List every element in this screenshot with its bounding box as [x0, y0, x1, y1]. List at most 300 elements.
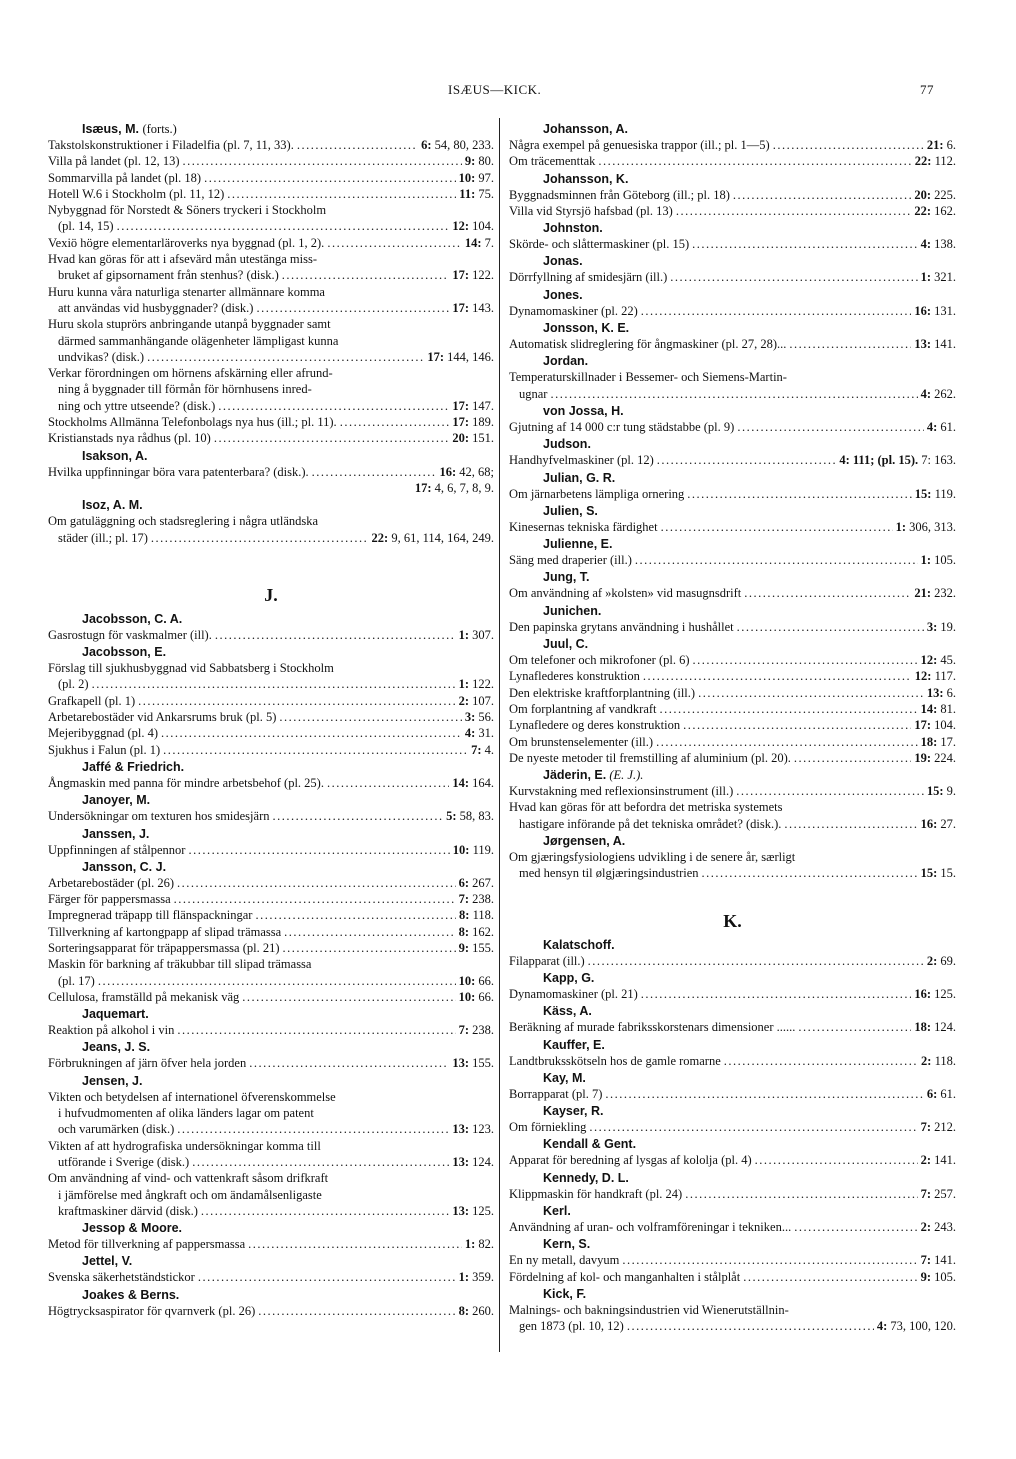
- index-row: [509, 734, 956, 750]
- index-row: [509, 750, 956, 766]
- dot-leader: [272, 808, 443, 824]
- index-row: [509, 585, 956, 601]
- index-row: [509, 717, 956, 733]
- volume-pages: 1: 105.: [920, 553, 956, 568]
- volume-pages: 20: 225.: [914, 187, 956, 202]
- entry-title: Mejeribyggnad (pl. 4): [48, 726, 159, 741]
- dot-leader: [161, 725, 462, 741]
- index-row: [48, 627, 494, 643]
- dot-leader: [242, 989, 455, 1005]
- column-divider: [499, 118, 500, 1352]
- page-number: 77: [920, 82, 934, 97]
- index-row: [48, 725, 494, 741]
- index-row: [509, 1119, 956, 1135]
- volume-pages: 15: 9.: [926, 784, 956, 799]
- index-row: [48, 1303, 494, 1319]
- index-row: [509, 1086, 956, 1102]
- volume-pages: 9: 80.: [464, 154, 494, 169]
- volume-pages: 1: 321.: [920, 270, 956, 285]
- entry-title: Skörde- och slåttermaskiner (pl. 15): [509, 237, 690, 252]
- author-heading: Jessop & Moore.: [82, 1221, 183, 1236]
- index-row: [509, 303, 956, 319]
- dot-leader: [683, 717, 911, 733]
- dot-leader: [641, 986, 912, 1002]
- index-row: [509, 685, 956, 701]
- index-row: [48, 1269, 494, 1285]
- index-row: Hvad kan göras för att i afsevärd mån utestänga miss-: [48, 252, 318, 267]
- dot-leader: [693, 652, 918, 668]
- index-row: [48, 218, 494, 234]
- volume-pages: 13: 123.: [452, 1122, 494, 1137]
- letter-section-heading-k: K.: [723, 910, 742, 931]
- running-header: [0, 82, 1016, 98]
- index-row: Hvad kan göras för att befordra det metriska systemets: [509, 800, 783, 815]
- entry-title: Sjukhus i Falun (pl. 1): [48, 742, 161, 757]
- entry-title: Om järnarbetens lämpliga ornering: [509, 486, 685, 501]
- author-heading: Junichen.: [543, 603, 602, 618]
- entry-title: Stockholms Allmänna Telefonbolags nya hus (ill.; pl. 11).: [48, 415, 337, 430]
- dot-leader: [282, 267, 450, 283]
- index-row: [48, 693, 494, 709]
- index-row: [48, 924, 494, 940]
- index-row: Vikten och betydelsen af internationel öfverenskommelse: [48, 1089, 336, 1104]
- dot-leader: [789, 336, 911, 352]
- dot-leader: [283, 940, 456, 956]
- index-row: [48, 973, 494, 989]
- entry-title: Kinesernas tekniska färdighet: [509, 519, 658, 534]
- dot-leader: [117, 218, 450, 234]
- author-heading: Jäderin, E. (E. J.).: [543, 768, 644, 783]
- volume-pages: 7: 212.: [920, 1120, 956, 1135]
- entry-title: Sommarvilla på landet (pl. 18): [48, 170, 202, 185]
- index-row: [48, 1055, 494, 1071]
- entry-title: Villa vid Styrsjö hafsbad (pl. 13): [509, 203, 673, 218]
- index-row: Huru skola stuprörs anbringande utanpå byggnader samt: [48, 317, 331, 332]
- entry-title: Undersökningar om texturen hos smidesjärn: [48, 809, 270, 824]
- dot-leader: [550, 386, 917, 402]
- author-heading: Julian, G. R.: [543, 470, 616, 485]
- volume-pages: 13: 125.: [452, 1203, 494, 1218]
- volume-pages: 1: 82.: [464, 1237, 494, 1252]
- index-row: [509, 203, 956, 219]
- dot-leader: [588, 953, 924, 969]
- dot-leader: [163, 742, 468, 758]
- volume-pages: 7: 257.: [920, 1186, 956, 1201]
- volume-pages: 17: 147.: [452, 398, 494, 413]
- entry-title: Klippmaskin för handkraft (pl. 24): [509, 1186, 683, 1201]
- volume-pages: 11: 75.: [459, 186, 494, 201]
- dot-leader: [657, 452, 837, 468]
- volume-pages: 21: 232.: [914, 586, 956, 601]
- index-row: [48, 235, 494, 251]
- entry-title: Den elektriske kraftforplantning (ill.): [509, 685, 696, 700]
- author-heading: Jonsson, K. E.: [543, 321, 630, 336]
- entry-title: (pl. 17): [58, 973, 95, 988]
- dot-leader: [685, 1186, 917, 1202]
- dot-leader: [192, 1154, 449, 1170]
- dot-leader: [227, 186, 456, 202]
- author-heading: Jaquemart.: [82, 1007, 149, 1022]
- entry-title: Om telefoner och mikrofoner (pl. 6): [509, 653, 690, 668]
- dot-leader: [687, 486, 911, 502]
- volume-pages: 2: 141.: [920, 1153, 956, 1168]
- dot-leader: [702, 865, 918, 881]
- entry-title: bruket af gipsornament från stenhus? (disk.): [58, 268, 279, 283]
- dot-leader: [174, 891, 456, 907]
- entry-title: hastigare införande på det tekniska området? (disk.).: [519, 816, 782, 831]
- volume-pages: 14: 164.: [452, 775, 494, 790]
- entry-title: Om användning af »kolsten» vid masugnsdrift: [509, 586, 742, 601]
- dot-leader: [643, 668, 912, 684]
- dot-leader: [635, 552, 918, 568]
- author-heading: Jettel, V.: [82, 1254, 133, 1269]
- entry-list: [48, 611, 494, 1319]
- volume-pages: 17: 143.: [452, 300, 494, 315]
- entry-title: Apparat för beredning af lysgas af kololja (pl. 4): [509, 1153, 752, 1168]
- entry-title: Handhyfvelmaskiner (pl. 12): [509, 453, 654, 468]
- dot-leader: [201, 1203, 449, 1219]
- entry-title: En ny metall, davyum: [509, 1253, 620, 1268]
- author-heading: Kerl.: [543, 1203, 571, 1218]
- author-heading: Jansson, C. J.: [82, 859, 167, 874]
- index-row: Förslag till sjukhusbyggnad vid Sabbatsberg i Stockholm: [48, 661, 334, 676]
- index-row: [48, 742, 494, 758]
- volume-pages: 15: 119.: [914, 486, 956, 501]
- entry-title: ugnar: [519, 386, 548, 401]
- index-row: [509, 236, 956, 252]
- dot-leader: [215, 627, 456, 643]
- volume-pages: 4: 111; (pl. 15). 7: 163.: [839, 453, 956, 468]
- volume-pages: 1: 306, 313.: [895, 519, 956, 534]
- dot-leader: [755, 1152, 918, 1168]
- index-row: Temperaturskillnader i Bessemer- och Siemens-Martin-: [509, 370, 787, 385]
- letter-section-heading-j: J.: [264, 584, 278, 605]
- volume-pages: 12: 117.: [914, 669, 956, 684]
- index-row: i jämförelse med ångkraft och om ändamålsenligaste: [58, 1187, 322, 1202]
- dot-leader: [198, 1269, 456, 1285]
- volume-pages: 22: 162.: [914, 203, 956, 218]
- volume-pages: 8: 162.: [458, 924, 494, 939]
- volume-pages: 4: 262.: [920, 386, 956, 401]
- volume-pages: 8: 118.: [459, 908, 494, 923]
- dot-leader: [737, 619, 924, 635]
- volume-pages: 9: 155.: [458, 940, 494, 955]
- volume-pages: 10: 97.: [458, 170, 494, 185]
- volume-pages: 3: 19.: [926, 619, 956, 634]
- volume-pages: 7: 238.: [458, 892, 494, 907]
- index-row: [48, 1154, 494, 1170]
- author-heading: Kayser, R.: [543, 1104, 604, 1119]
- entry-title: utförande i Sverige (disk.): [58, 1154, 190, 1169]
- dot-leader: [183, 153, 462, 169]
- dot-leader: [248, 1236, 462, 1252]
- entry-title: med hensyn til ølgjæringsindustrien: [519, 866, 699, 881]
- dot-leader: [598, 153, 911, 169]
- index-row: Vikten af att hydrografiska undersökningar komma till: [48, 1138, 321, 1153]
- index-row: [509, 187, 956, 203]
- volume-pages: 12: 104.: [452, 219, 494, 234]
- dot-leader: [737, 419, 924, 435]
- author-heading: Judson.: [543, 437, 591, 452]
- dot-leader: [204, 170, 455, 186]
- volume-pages: 2: 243.: [920, 1219, 956, 1234]
- index-row: [509, 953, 956, 969]
- volume-pages: 10: 119.: [452, 842, 494, 857]
- entry-title: (pl. 2): [58, 677, 89, 692]
- author-heading: Kern, S.: [543, 1237, 591, 1252]
- index-row: [48, 1022, 494, 1038]
- author-heading: Jacobsson, C. A.: [82, 611, 183, 626]
- dot-leader: [258, 1303, 455, 1319]
- dot-leader: [147, 349, 424, 365]
- entry-title: Om förniekling: [509, 1120, 587, 1135]
- volume-pages: 9: 105.: [920, 1269, 956, 1284]
- index-row: [509, 1252, 956, 1268]
- index-row: [48, 989, 494, 1005]
- entry-title: Arbetarebostäder vid Ankarsrums bruk (pl. 5): [48, 710, 277, 725]
- author-heading: Jones.: [543, 287, 583, 302]
- entry-title: Färger för pappersmassa: [48, 892, 171, 907]
- author-heading: Kauffer, E.: [543, 1037, 605, 1052]
- entry-title: Dörrfyllning af smidesjärn (ill.): [509, 270, 668, 285]
- dot-leader: [188, 842, 449, 858]
- entry-title: De nyeste metoder til fremstilling af aluminium (pl. 20).: [509, 750, 791, 765]
- dot-leader: [698, 685, 924, 701]
- entry-title: Cellulosa, framställd på mekanisk väg: [48, 989, 240, 1004]
- entry-list: [48, 137, 494, 447]
- volume-pages: 1: 359.: [458, 1270, 494, 1285]
- dot-leader: [622, 1252, 917, 1268]
- volume-pages: 7: 238.: [458, 1023, 494, 1038]
- volume-pages: 12: 45.: [920, 653, 956, 668]
- volume-pages: 17: 144, 146.: [427, 349, 494, 364]
- entry-title: Fördelning af kol- och manganhalten i stålplåt: [509, 1269, 741, 1284]
- dot-leader: [736, 783, 924, 799]
- entry-title: Reaktion på alkohol i vin: [48, 1023, 175, 1038]
- index-row: Om gatuläggning och stadsreglering i några utländska: [48, 514, 319, 529]
- author-heading: Isoz, A. M.: [82, 498, 143, 513]
- index-row: [509, 668, 956, 684]
- author-heading: Kick, F.: [543, 1286, 587, 1301]
- dot-leader: [284, 924, 455, 940]
- author-heading: Jaffé & Friedrich.: [82, 759, 185, 774]
- index-row: [48, 875, 494, 891]
- volume-pages: 17: 122.: [452, 268, 494, 283]
- volume-pages: 13: 155.: [452, 1056, 494, 1071]
- dot-leader: [744, 585, 911, 601]
- dot-leader: [177, 1022, 455, 1038]
- author-heading: Janssen, J.: [82, 826, 150, 841]
- volume-pages: 15: 15.: [920, 866, 956, 881]
- author-heading: Janoyer, M.: [82, 793, 151, 808]
- author-heading: Jensen, J.: [82, 1073, 143, 1088]
- author-heading: Jeans, J. S.: [82, 1040, 151, 1055]
- index-row: [509, 1019, 956, 1035]
- volume-pages: 6: 61.: [926, 1086, 956, 1101]
- index-row: Huru kunna våra naturliga stenarter allmännare komma: [48, 284, 325, 299]
- entry-title: ning och yttre utseende? (disk.): [58, 398, 216, 413]
- entry-title: Beräkning af murade fabriksskorstenars dimensioner ......: [509, 1020, 796, 1035]
- dot-leader: [627, 1318, 874, 1334]
- index-row: [48, 137, 494, 153]
- entry-title: Förbrukningen af järn öfver hela jorden: [48, 1056, 247, 1071]
- entry-title: Kurvstakning med reflexionsinstrument (ill.): [509, 784, 734, 799]
- author-heading: Kendall & Gent.: [543, 1137, 637, 1152]
- index-row: [509, 486, 956, 502]
- volume-pages: 16: 125.: [914, 986, 956, 1001]
- volume-pages: 8: 260.: [458, 1303, 494, 1318]
- entry-title: Grafkapell (pl. 1): [48, 693, 136, 708]
- index-row: Om gjæringsfysiologiens udvikling i de senere år, særligt: [509, 850, 796, 865]
- entry-title: Borrapparat (pl. 7): [509, 1086, 603, 1101]
- entry-title: Takstolskonstruktioner i Filadelfia (pl. 7, 11, 33).: [48, 138, 294, 152]
- index-row: [509, 986, 956, 1002]
- volume-pages: 4: 73, 100, 120.: [876, 1319, 956, 1334]
- index-row: [48, 430, 494, 446]
- index-row: 17: 4, 6, 7, 8, 9.: [414, 480, 494, 495]
- index-row: [48, 1121, 494, 1137]
- index-row: [48, 1203, 494, 1219]
- volume-pages: 16: 131.: [914, 303, 956, 318]
- index-row: [48, 186, 494, 202]
- dot-leader: [297, 137, 418, 153]
- entry-title: Arbetarebostäder (pl. 26): [48, 875, 174, 890]
- entry-title: Den papinska grytans användning i hushållet: [509, 619, 734, 634]
- entry-title: Gjutning af 14 000 c:r tung städstabbe (pl. 9): [509, 419, 735, 434]
- entry-title: och varumärken (disk.): [58, 1122, 175, 1137]
- index-row: [48, 940, 494, 956]
- author-heading: Kalatschoff.: [543, 937, 615, 952]
- entry-title: Om brunstenselementer (ill.): [509, 734, 654, 749]
- entry-title: Hotell W.6 i Stockholm (pl. 11, 12): [48, 186, 225, 201]
- volume-pages: 21: 6.: [926, 138, 956, 152]
- index-row: [509, 153, 956, 169]
- entry-list: [509, 121, 956, 882]
- author-heading: Isakson, A.: [82, 448, 148, 463]
- volume-pages: 10: 66.: [458, 989, 494, 1004]
- entry-title: Filapparat (ill.): [509, 953, 585, 968]
- dot-leader: [327, 235, 462, 251]
- dot-leader: [177, 1121, 449, 1137]
- author-heading: Joakes & Berns.: [82, 1287, 180, 1302]
- entry-title: Om träcementtak: [509, 154, 596, 169]
- dot-leader: [92, 676, 456, 692]
- index-row: [48, 300, 494, 316]
- index-row: [48, 267, 494, 283]
- volume-pages: 16: 27.: [920, 816, 956, 831]
- index-row: [48, 907, 494, 923]
- dot-leader: [589, 1119, 917, 1135]
- dot-leader: [641, 303, 912, 319]
- entry-title: Automatisk slidreglering för ångmaskiner (pl. 27, 28)...: [509, 337, 787, 352]
- entry-title: Gasrostugn för vaskmalmer (ill).: [48, 627, 212, 642]
- index-row: ning å byggnader till förmån för hörnhusens inred-: [58, 382, 312, 397]
- entry-title: Uppfinningen af stålpennor: [48, 842, 186, 857]
- volume-pages: 7: 141.: [920, 1253, 956, 1268]
- dot-leader: [676, 203, 912, 219]
- volume-pages: 17: 189.: [452, 415, 494, 430]
- entry-title: gen 1873 (pl. 10, 12): [519, 1319, 624, 1334]
- dot-leader: [340, 414, 450, 430]
- dot-leader: [784, 816, 917, 832]
- dot-leader: [177, 875, 456, 891]
- index-row: [509, 269, 956, 285]
- index-row: [509, 386, 956, 402]
- index-row: [48, 349, 494, 365]
- index-row: [509, 1219, 956, 1235]
- author-heading: Julienne, E.: [543, 537, 613, 552]
- entry-title: Byggnadsminnen från Göteborg (ill.; pl. 18): [509, 187, 730, 202]
- index-row: [509, 1152, 956, 1168]
- volume-pages: 1: 122.: [458, 677, 494, 692]
- entry-title: Metod för tillverkning af pappersmassa: [48, 1237, 246, 1252]
- index-row: [48, 709, 494, 725]
- entry-title: Kristianstads nya rådhus (pl. 10): [48, 431, 211, 446]
- index-row: Nybyggnad för Norstedt & Söners tryckeri i Stockholm: [48, 203, 327, 218]
- entry-title: (pl. 14, 15): [58, 219, 114, 234]
- author-heading: Johansson, A.: [543, 122, 628, 136]
- entry-title: kraftmaskiner därvid (disk.): [58, 1203, 198, 1218]
- entry-title: Användning af uran- och volframföreningar i tekniken...: [509, 1219, 792, 1234]
- author-heading: Kapp, G.: [543, 970, 595, 985]
- index-row: [48, 808, 494, 824]
- index-row: [48, 676, 494, 692]
- volume-pages: 13: 141.: [914, 337, 956, 352]
- entry-title: Säng med draperier (ill.): [509, 553, 632, 568]
- author-heading: Jørgensen, A.: [543, 834, 626, 849]
- index-row: [509, 1186, 956, 1202]
- dot-leader: [692, 236, 917, 252]
- entry-title: Om forplantning af vandkraft: [509, 701, 657, 716]
- dot-leader: [670, 269, 917, 285]
- index-row: [509, 419, 956, 435]
- dot-leader: [214, 430, 450, 446]
- index-row: Hvilka uppfinningar böra vara patenterbara? (disk.). ..... 16: 42, 68;: [48, 464, 494, 480]
- dot-leader: [605, 1086, 923, 1102]
- entry-title: Några exempel på genuesiska trappor (ill.; pl. 1—5): [509, 138, 770, 152]
- index-row: [509, 336, 956, 352]
- index-row: [509, 865, 956, 881]
- author-heading: Juul, C.: [543, 637, 589, 652]
- author-heading: Julien, S.: [543, 503, 598, 518]
- volume-pages: 17: 104.: [914, 718, 956, 733]
- volume-pages: 6: 267.: [458, 875, 494, 890]
- index-row: [509, 1053, 956, 1069]
- index-row: [48, 153, 494, 169]
- volume-pages: 4: 31.: [464, 726, 494, 741]
- volume-pages: 14: 7.: [464, 235, 494, 250]
- author-heading: von Jossa, H.: [543, 403, 624, 418]
- index-row: [48, 1236, 494, 1252]
- volume-pages: 7: 4.: [471, 742, 494, 757]
- dot-leader: [798, 1019, 911, 1035]
- volume-pages: 18: 17.: [920, 734, 956, 749]
- index-row: Maskin för barkning af träkubbar till slipad trämassa: [48, 957, 312, 972]
- volume-pages: 5: 58, 83.: [446, 809, 494, 824]
- volume-pages: 2: 69.: [926, 953, 956, 968]
- volume-pages: 20: 151.: [452, 431, 494, 446]
- index-row: [509, 137, 956, 153]
- dot-leader: [733, 187, 911, 203]
- entry-title: Landtbruksskötseln hos de gamle romarne: [509, 1053, 721, 1068]
- volume-pages: 13: 124.: [452, 1154, 494, 1169]
- index-row: [509, 816, 956, 832]
- author-heading: Kay, M.: [543, 1070, 586, 1085]
- dot-leader: [661, 519, 893, 535]
- dot-leader: [279, 709, 461, 725]
- entry-title: Lynaflederes konstruktion: [509, 669, 640, 684]
- right-column: [509, 120, 956, 1334]
